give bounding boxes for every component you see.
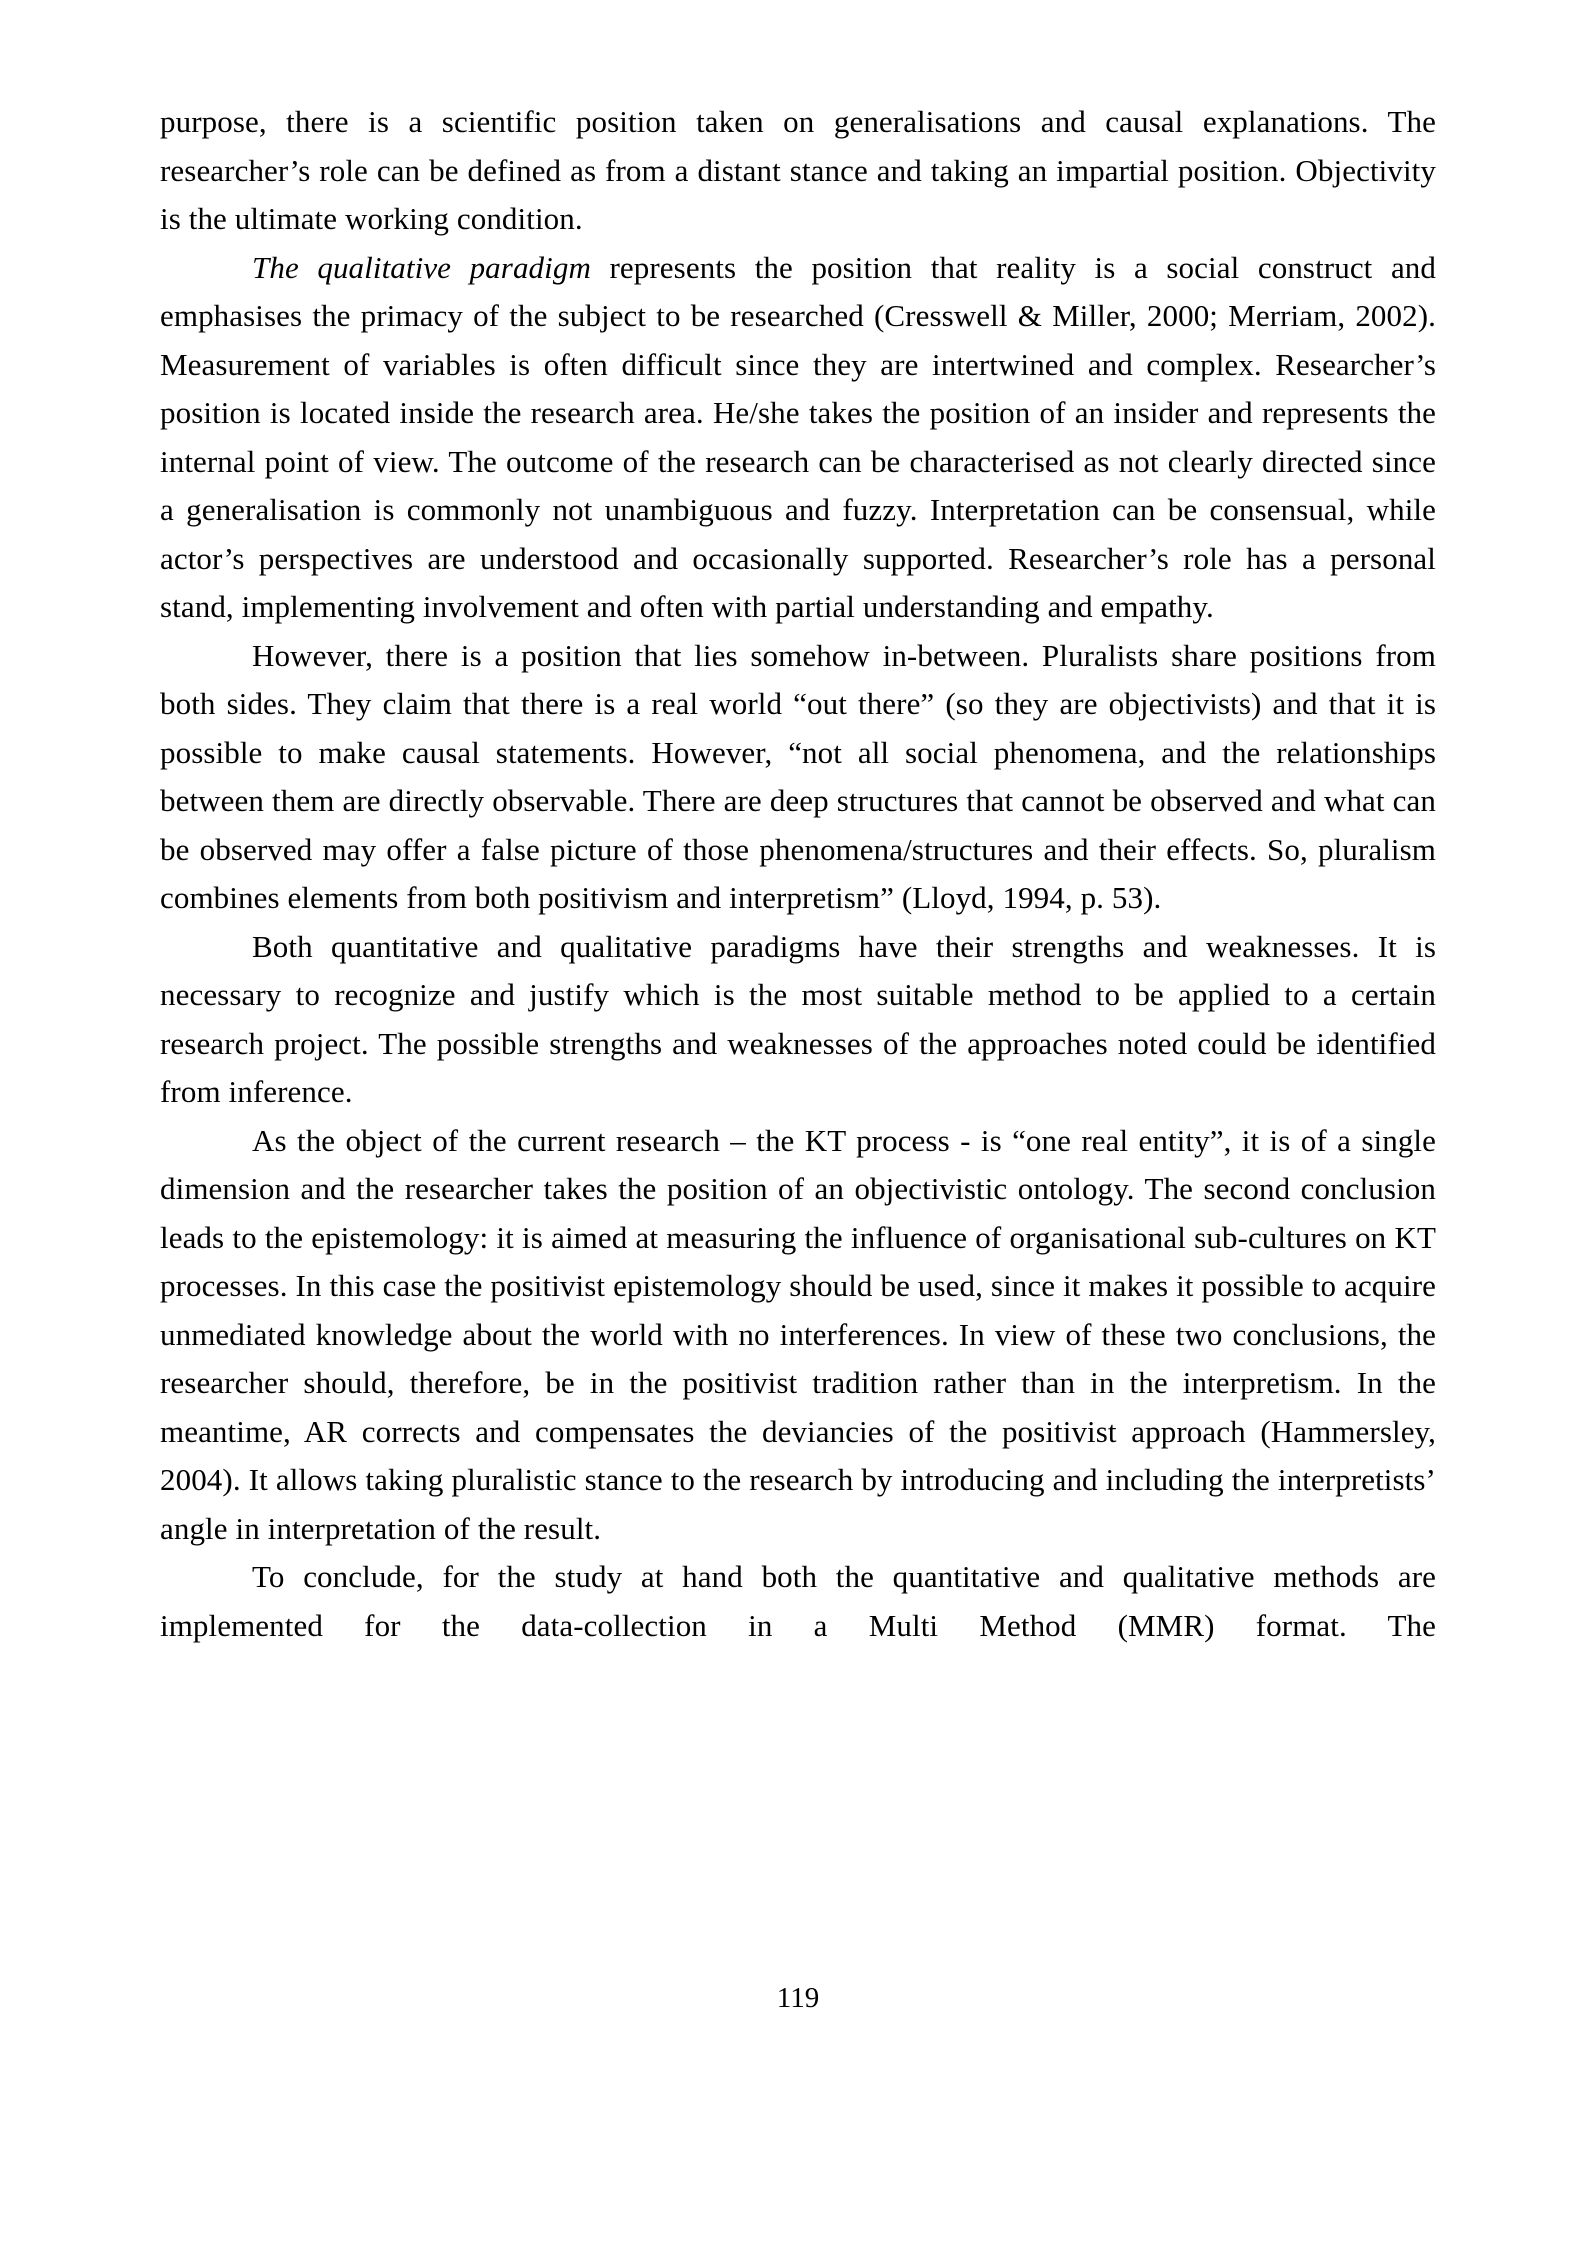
italic-text-run: The qualitative paradigm <box>252 249 591 285</box>
paragraph <box>160 1553 1436 1650</box>
paragraph <box>160 244 1436 632</box>
text-run: purpose, there is a scientific position taken on generalisations and causal explanations. The researcher’s role can be defined as from a distant stance and taking an impartial position. Objectivity is the ultimate working condition. <box>160 104 1436 236</box>
text-run: As the object of the current research – the KT process - is “one real entity”, it is of a single dimension and the researcher takes the position of an objectivistic ontology. The second conclusion leads to the epistemology: it is aimed at measuring the influence of organisational sub-cultures on KT processes. In this case the positivist epistemology should be used, since it makes it possible to acquire unmediated knowledge about the world with no interferences. In view of these two conclusions, the researcher should, therefore, be in the positivist tradition rather than in the interpretism. In the meantime, AR corrects and compensates the deviancies of the positivist approach (Hammersley, 2004). It allows taking pluralistic stance to the research by introducing and including the interpretists’ angle in interpretation of the result. <box>160 1122 1436 1546</box>
text-run: To conclude, for the study at hand both the quantitative and qualitative methods are implemented for the data-collection in a Multi Method (MMR) format. The <box>160 1559 1436 1643</box>
text-run: However, there is a position that lies somehow in-between. Pluralists share positions from both sides. They claim that there is a real world “out there” (so they are objectivists) and that it is possible to make causal statements. However, “not all social phenomena, and the relationships between them are directly observable. There are deep structures that cannot be observed and what can be observed may offer a false picture of those phenomena/structures and their effects. So, pluralism combines elements from both positivism and interpretism” (Lloyd, 1994, p. 53). <box>160 637 1436 915</box>
paragraph <box>160 632 1436 923</box>
paragraph <box>160 1117 1436 1554</box>
page-number: 119 <box>776 1982 820 2014</box>
page-footer <box>160 1978 1436 2018</box>
text-run: Both quantitative and qualitative paradigms have their strengths and weaknesses. It is necessary to recognize and justify which is the most suitable method to be applied to a certain research project. The possible strengths and weaknesses of the approaches noted could be identified from inference. <box>160 928 1436 1109</box>
text-run: represents the position that reality is a social construct and emphasises the primacy of the subject to be researched (Cresswell & Miller, 2000; Merriam, 2002). Measurement of variables is often difficult since they are intertwined and complex. Researcher’s position is located inside the research area. He/she takes the position of an insider and represents the internal point of view. The outcome of the research can be characterised as not clearly directed since a generalisation is commonly not unambiguous and fuzzy. Interpretation can be consensual, while actor’s perspectives are understood and occasionally supported. Researcher’s role has a personal stand, implementing involvement and often with partial understanding and empathy. <box>160 249 1436 624</box>
paragraph <box>160 923 1436 1117</box>
text-body <box>160 98 1436 1650</box>
paragraph <box>160 98 1436 244</box>
